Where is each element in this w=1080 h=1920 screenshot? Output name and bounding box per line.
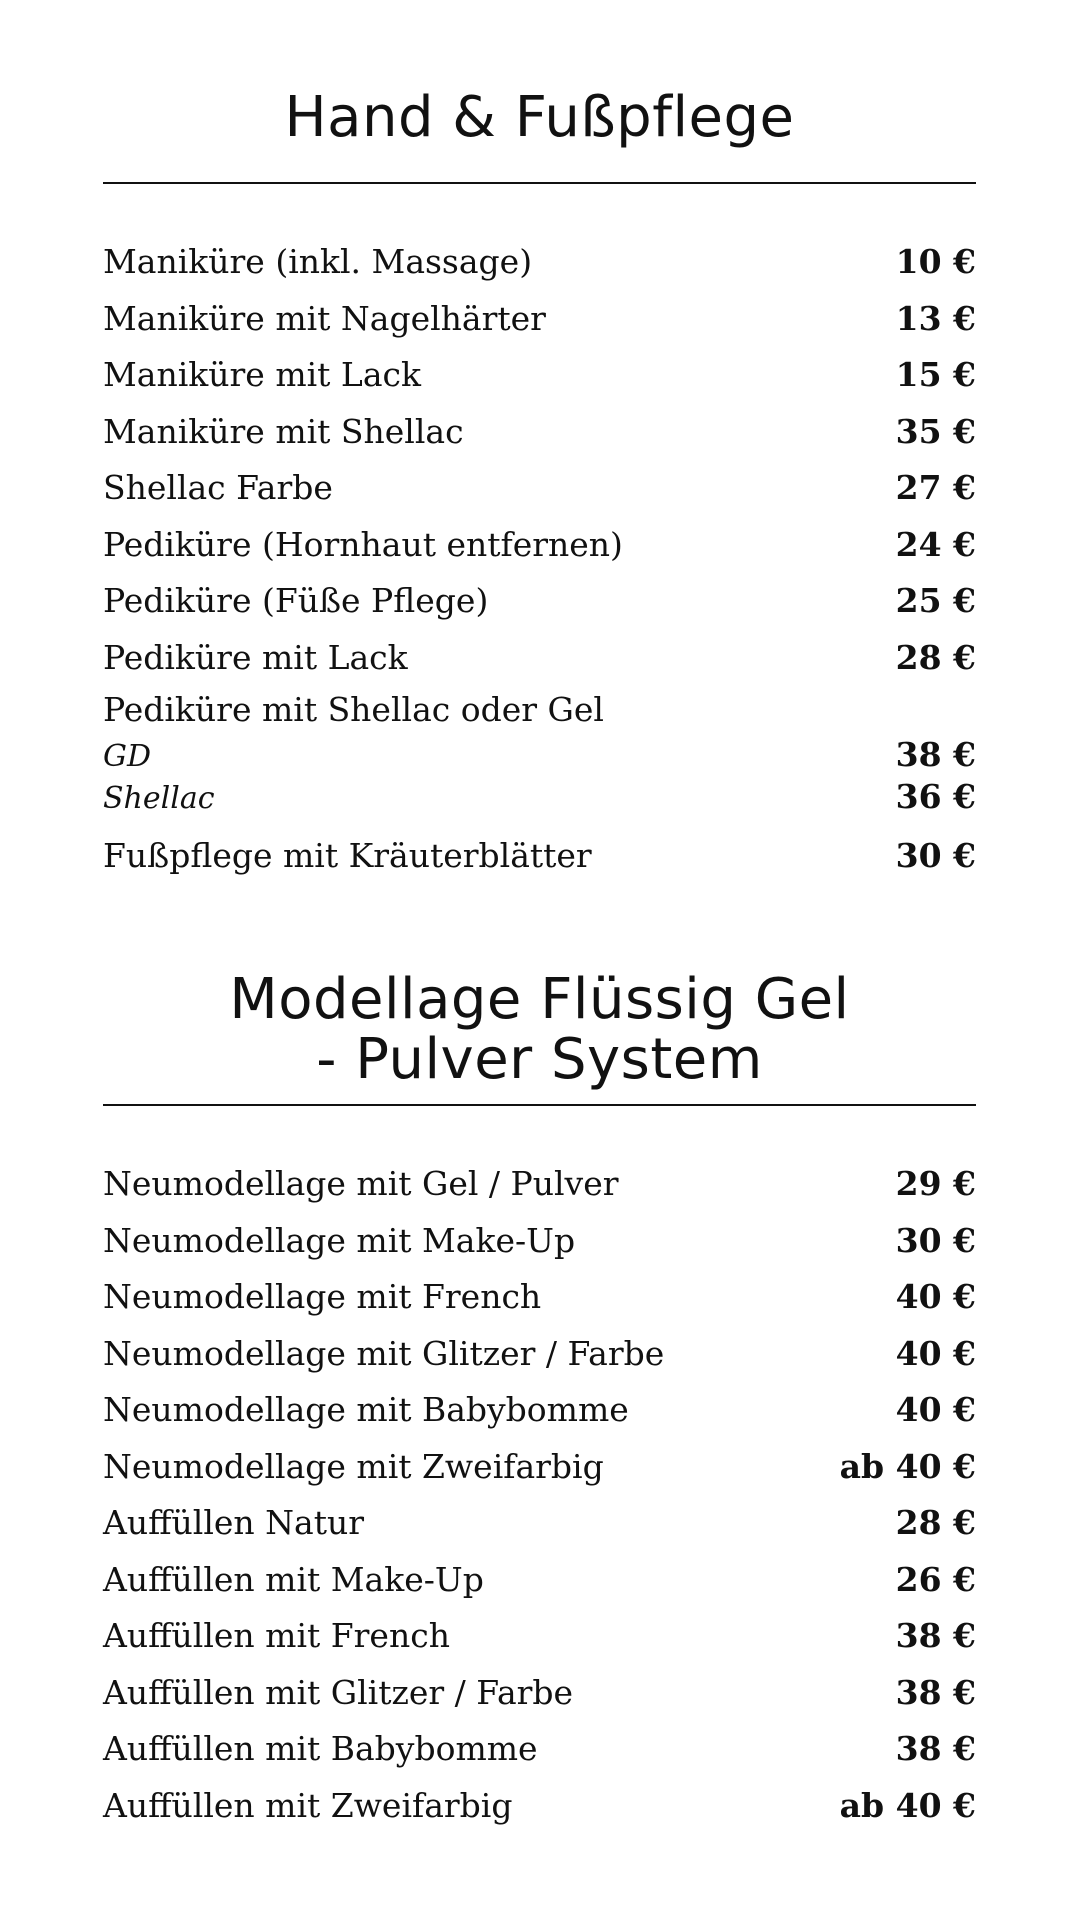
service-price: 35 € [895, 411, 976, 451]
service-price: 25 € [895, 581, 976, 620]
price-row [103, 1552, 976, 1609]
service-price: 27 € [895, 468, 976, 507]
service-label: Neumodellage mit Babybomme [103, 1390, 629, 1429]
service-price: 40 € [895, 1333, 976, 1373]
service-label: Shellac Farbe [103, 468, 333, 507]
price-row [103, 1269, 976, 1326]
service-label: Pediküre (Hornhaut entfernen) [103, 524, 623, 564]
option-price: 38 € [895, 735, 976, 774]
price-row [103, 1439, 976, 1496]
price-row [103, 573, 976, 630]
price-row [103, 291, 976, 348]
section-title-line2: - Pulver System [316, 1027, 763, 1092]
price-row [103, 1382, 976, 1439]
service-label: Auffüllen mit Babybomme [103, 1729, 538, 1768]
service-price: 30 € [895, 1220, 976, 1260]
price-row [103, 630, 976, 687]
service-label: Fußpflege mit Kräuterblätter [103, 836, 592, 875]
service-label: Auffüllen mit Make-Up [103, 1559, 484, 1599]
service-price: 38 € [895, 1616, 976, 1655]
service-price: 40 € [895, 1277, 976, 1316]
service-price: 15 € [895, 355, 976, 394]
price-row [103, 517, 976, 574]
service-label: Auffüllen Natur [103, 1503, 365, 1542]
price-row [103, 1213, 976, 1270]
price-list [103, 234, 976, 885]
price-row [103, 1495, 976, 1552]
option-label: GD [103, 739, 152, 774]
option-price: 36 € [895, 777, 976, 816]
option-label: Shellac [103, 781, 215, 816]
price-row [103, 1721, 976, 1778]
service-label: Neumodellage mit Make-Up [103, 1220, 576, 1260]
service-price: 38 € [895, 1729, 976, 1768]
section-title [103, 967, 976, 1092]
service-price: 13 € [895, 298, 976, 338]
price-list [103, 1156, 976, 1834]
price-row [103, 347, 976, 404]
service-label: Maniküre (inkl. Massage) [103, 242, 533, 281]
price-row [103, 828, 976, 885]
divider [103, 1104, 976, 1106]
service-label: Neumodellage mit French [103, 1277, 542, 1316]
service-label: Maniküre mit Lack [103, 355, 421, 394]
divider [103, 182, 976, 184]
service-label: Neumodellage mit Zweifarbig [103, 1446, 604, 1486]
service-label: Auffüllen mit Glitzer / Farbe [103, 1672, 574, 1712]
service-price: 30 € [895, 836, 976, 875]
price-group [103, 686, 976, 818]
service-label: Auffüllen mit Zweifarbig [103, 1785, 513, 1825]
service-label: Maniküre mit Shellac [103, 411, 464, 451]
price-row [103, 1778, 976, 1835]
group-label: Pediküre mit Shellac oder Gel [103, 690, 604, 729]
price-row [103, 1608, 976, 1665]
service-label: Pediküre mit Lack [103, 637, 408, 677]
section-title-line1: Modellage Flüssig Gel [229, 967, 850, 1032]
service-label: Neumodellage mit Gel / Pulver [103, 1164, 619, 1203]
service-price: ab 40 € [839, 1785, 976, 1825]
price-subrow [103, 734, 976, 776]
price-row [103, 1156, 976, 1213]
price-subrow [103, 776, 976, 818]
section-modellage [103, 967, 976, 1834]
service-price: ab 40 € [839, 1446, 976, 1486]
section-hand-fusspflege [103, 85, 976, 885]
price-row [103, 460, 976, 517]
service-price: 10 € [895, 242, 976, 281]
service-price: 26 € [895, 1559, 976, 1599]
service-label: Maniküre mit Nagelhärter [103, 298, 546, 338]
service-price: 28 € [895, 1503, 976, 1542]
service-label: Pediküre (Füße Pflege) [103, 581, 489, 620]
service-price: 29 € [895, 1164, 976, 1203]
service-price: 28 € [895, 637, 976, 677]
price-row [103, 404, 976, 461]
price-row [103, 234, 976, 291]
service-price: 38 € [895, 1672, 976, 1712]
service-label: Neumodellage mit Glitzer / Farbe [103, 1333, 665, 1373]
service-price: 24 € [895, 524, 976, 564]
section-title: Hand & Fußpflege [284, 85, 795, 150]
price-row [103, 1326, 976, 1383]
price-row [103, 1665, 976, 1722]
service-label: Auffüllen mit French [103, 1616, 450, 1655]
service-price: 40 € [895, 1390, 976, 1429]
